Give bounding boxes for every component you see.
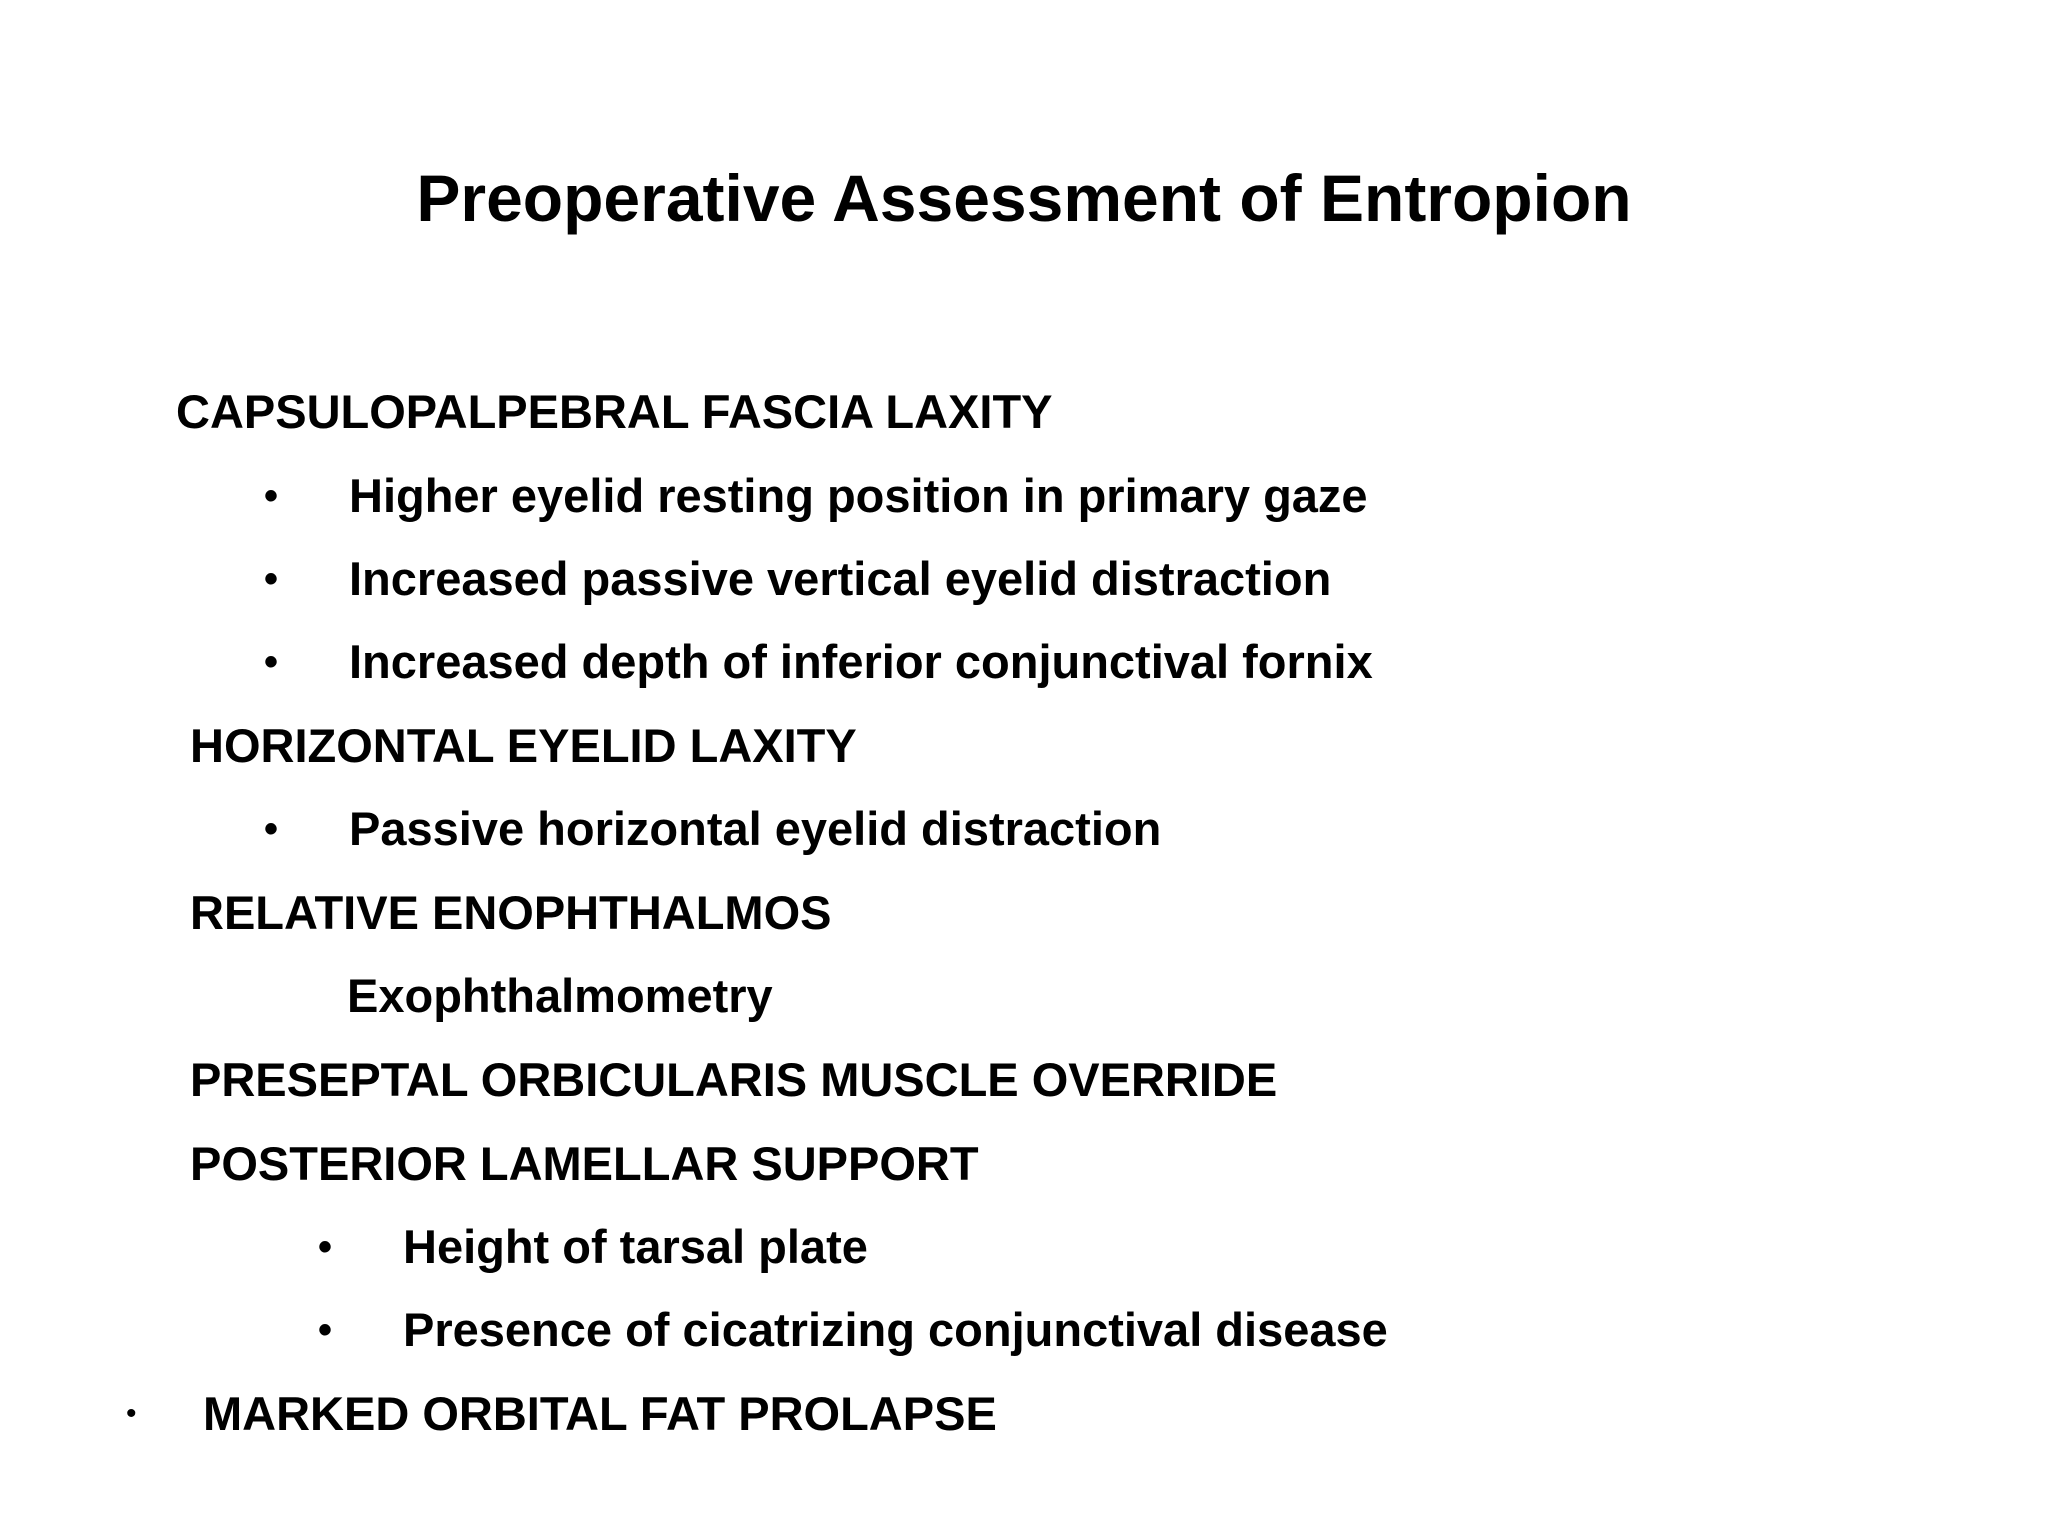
heading-orbital-fat: MARKED ORBITAL FAT PROLAPSE [203,1387,997,1440]
list-item: Higher eyelid resting position in primary gaze [349,469,1368,522]
bullet-icon: • [264,557,279,601]
slide-title: Preoperative Assessment of Entropion [416,161,1632,235]
heading-posterior-lamellar: POSTERIOR LAMELLAR SUPPORT [190,1137,979,1190]
list-item: Increased passive vertical eyelid distraction [349,552,1332,605]
bullet-icon: • [264,640,279,684]
heading-horizontal-laxity: HORIZONTAL EYELID LAXITY [190,719,857,772]
list-item: Presence of cicatrizing conjunctival disease [403,1303,1388,1356]
bullet-icon: • [318,1225,333,1269]
heading-enophthalmos: RELATIVE ENOPHTHALMOS [190,886,832,939]
sub-item-exophthalmometry: Exophthalmometry [347,969,773,1022]
bullet-icon: • [318,1308,333,1352]
list-item: Increased depth of inferior conjunctival fornix [349,635,1373,688]
bullet-icon: • [264,474,279,518]
list-item: Passive horizontal eyelid distraction [349,802,1162,855]
bullet-icon: • [264,807,279,851]
heading-preseptal: PRESEPTAL ORBICULARIS MUSCLE OVERRIDE [190,1053,1278,1106]
bullet-icon: • [126,1397,137,1430]
heading-capsulopalpebral: CAPSULOPALPEBRAL FASCIA LAXITY [176,385,1053,438]
list-item: Height of tarsal plate [403,1220,868,1273]
